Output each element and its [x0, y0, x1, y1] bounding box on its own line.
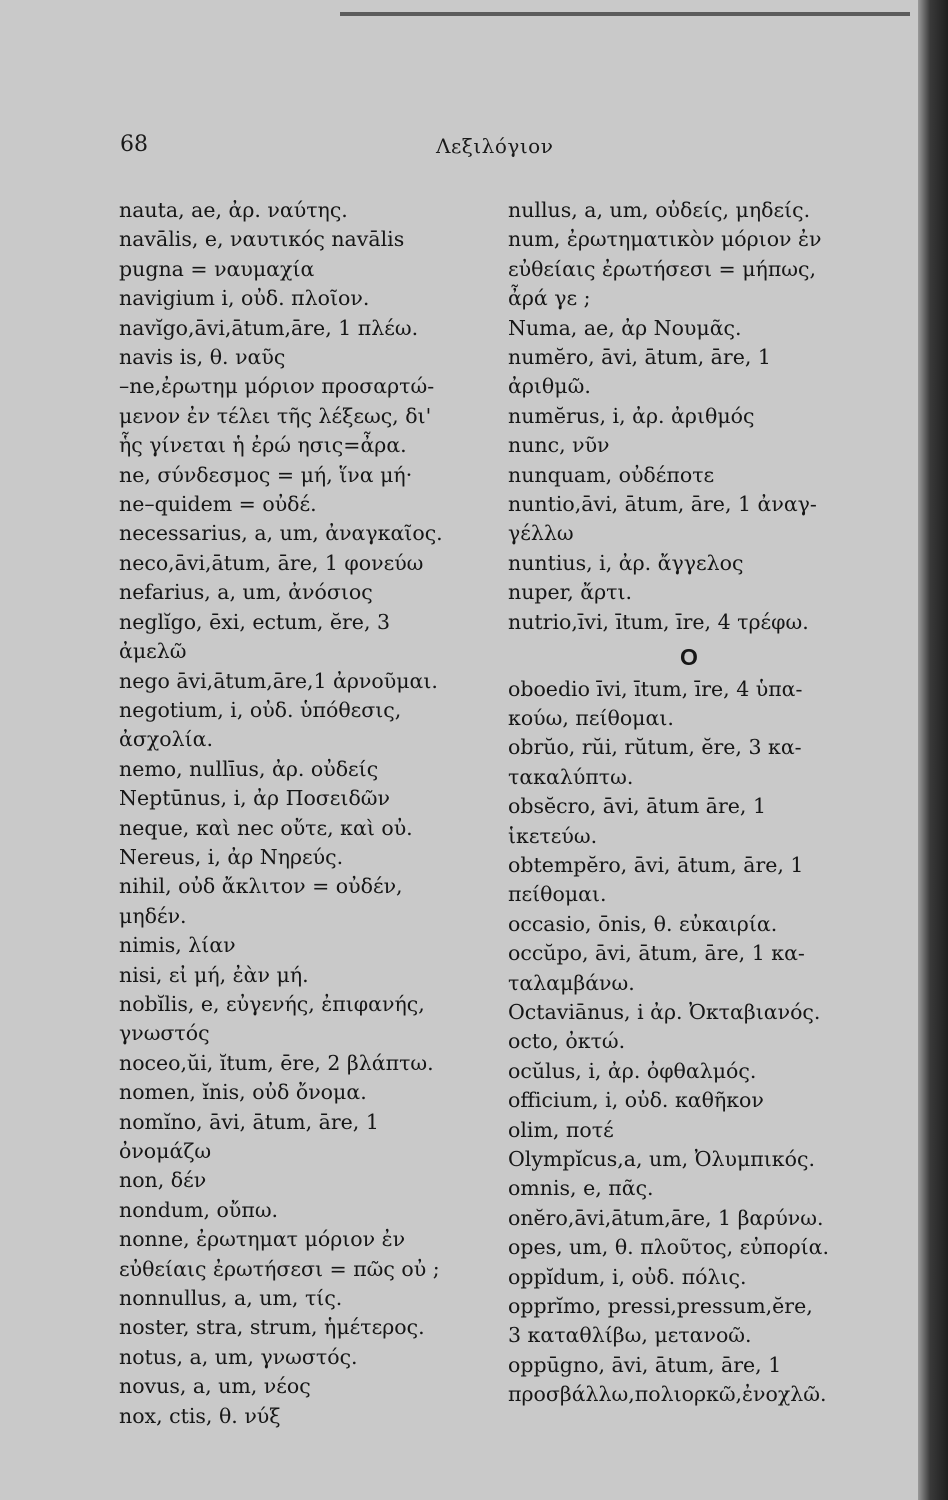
entry-line: octo, ὀκτώ.	[508, 1029, 626, 1054]
entry-line: ἀριθμῶ.	[508, 374, 591, 399]
entry-line: πείθομαι.	[508, 882, 607, 907]
entry-line: nuper, ἄρτι.	[508, 580, 633, 605]
entry-line: nimis, λίαν	[119, 933, 236, 958]
dictionary-entry	[508, 1116, 870, 1145]
dictionary-entry	[119, 814, 489, 843]
dictionary-entry	[119, 843, 489, 872]
entry-line: obrŭo, rŭi, rŭtum, ĕre, 3 κα-	[508, 735, 802, 760]
entry-line: necessarius, a, um, ἀναγκαῖος.	[119, 521, 443, 546]
entry-line: nefarius, a, um, ἀνόσιος	[119, 580, 373, 605]
entry-line: navālis, e, ναυτικός navālis	[119, 227, 405, 252]
entry-line: εὐθείαις ἐρωτήσεσι = πῶς οὐ ;	[119, 1256, 440, 1281]
entry-line: 3 καταθλίβω, μετανοῶ.	[508, 1323, 752, 1348]
entry-line: nox, ctis, θ. νύξ	[119, 1403, 281, 1428]
dictionary-entry	[119, 461, 489, 520]
page-top-edge	[340, 12, 910, 16]
dictionary-entry	[508, 998, 870, 1027]
entry-line: navĭgo,āvi,ātum,āre, 1 πλέω.	[119, 315, 419, 340]
entry-line: nisi, εἰ μή, ἐὰν μή.	[119, 962, 309, 987]
entry-line: neglĭgo, ēxi, ectum, ĕre, 3	[119, 609, 391, 634]
entry-line: nomĭno, āvi, ātum, āre, 1	[119, 1109, 379, 1134]
dictionary-entry	[119, 755, 489, 784]
entry-line: γέλλω	[508, 521, 574, 546]
entry-line: oboedio īvi, ītum, īre, 4 ὑπα-	[508, 676, 803, 701]
entry-line: noceo,ŭi, ĭtum, ēre, 2 βλάπτω.	[119, 1050, 434, 1075]
entry-line: ἆρά γε ;	[508, 286, 591, 311]
entry-line: navis is, θ. ναῦς	[119, 345, 286, 370]
entry-line: officium, i, οὐδ. καθῆκον	[508, 1088, 764, 1113]
dictionary-entry	[119, 667, 489, 696]
dictionary-entry	[119, 1225, 489, 1284]
dictionary-entry	[119, 1196, 489, 1225]
dictionary-entry	[119, 519, 489, 548]
entry-line: ὀνομάζω	[119, 1139, 212, 1163]
dictionary-entry	[119, 872, 489, 931]
entry-line: negotium, i, οὐδ. ὑπόθεσις,	[119, 697, 402, 722]
entry-line: navigium i, οὐδ. πλοῖον.	[119, 286, 370, 311]
dictionary-entry	[119, 284, 489, 313]
dictionary-entry	[508, 939, 870, 998]
entry-line: obsĕcro, āvi, ātum āre, 1	[508, 794, 767, 819]
entry-line: Olympĭcus,a, um, Ὀλυμπικός.	[508, 1147, 815, 1171]
entry-line: nunc, νῦν	[508, 433, 610, 458]
dictionary-entry	[119, 1372, 489, 1401]
entry-line: εὐθείαις ἐρωτήσεσι = μήπως,	[508, 256, 817, 281]
dictionary-entry	[508, 1263, 870, 1292]
dictionary-entry	[119, 549, 489, 578]
entry-line: ἧς γίνεται ἡ ἐρώ ησις=ἆρα.	[119, 433, 407, 458]
dictionary-entry	[119, 578, 489, 607]
dictionary-entry	[508, 490, 870, 549]
entry-line: num, ἐρωτηματικὸν μόριον ἐν	[508, 227, 822, 252]
entry-line: γνωστός	[119, 1021, 210, 1046]
dictionary-entry	[119, 1166, 489, 1195]
entry-line: μενον ἐν τέλει τῆς λέξεως, δι'	[119, 403, 432, 428]
dictionary-entry	[508, 314, 870, 343]
entry-line: Nereus, i, ἀρ Νηρεύς.	[119, 844, 344, 869]
entry-line: neco,āvi,ātum, āre, 1 φονεύω	[119, 550, 424, 575]
entry-line: notus, a, um, γνωστός.	[119, 1344, 358, 1369]
entry-line: nuntius, i, ἀρ. ἄγγελος	[508, 550, 744, 575]
entry-line: ne, σύνδεσμος = μή, ἵνα μή·	[119, 462, 413, 487]
dictionary-entry	[119, 1343, 489, 1372]
entry-line: Numa, ae, ἀρ Νουμᾶς.	[508, 315, 742, 340]
entry-line: ἀμελῶ	[119, 639, 187, 664]
entry-line: ne–quidem = οὐδέ.	[119, 492, 317, 517]
dictionary-entry	[508, 1027, 870, 1056]
entry-line: occasio, ōnis, θ. εὐκαιρία.	[508, 911, 778, 936]
dictionary-entry	[508, 402, 870, 431]
dictionary-entry	[508, 1204, 870, 1233]
dictionary-entry	[508, 1086, 870, 1115]
entry-line: ἱκετεύω.	[508, 823, 598, 848]
entry-line: nutrio,īvi, ītum, īre, 4 τρέφω.	[508, 609, 809, 634]
left-column	[119, 196, 489, 1431]
dictionary-entry	[508, 910, 870, 939]
dictionary-entry	[508, 343, 870, 402]
dictionary-entry	[508, 1351, 870, 1410]
dictionary-entry	[119, 314, 489, 343]
dictionary-entry	[119, 1313, 489, 1342]
dictionary-entry	[508, 196, 870, 225]
dictionary-entry	[119, 608, 489, 667]
page-right-edge	[918, 0, 948, 1500]
dictionary-entry	[119, 343, 489, 372]
entry-line: τακαλύπτω.	[508, 764, 634, 789]
section-letter: O	[680, 644, 698, 671]
entry-line: nego āvi,ātum,āre,1 ἀρνοῦμαι.	[119, 668, 438, 693]
entry-line: novus, a, um, νέος	[119, 1374, 311, 1399]
dictionary-entry	[119, 696, 489, 755]
entry-line: neque, καὶ nec οὔτε, καὶ οὐ.	[119, 815, 413, 840]
dictionary-entry	[119, 1284, 489, 1313]
dictionary-entry	[119, 1049, 489, 1078]
entry-line: nauta, ae, ἀρ. ναύτης.	[119, 198, 348, 222]
dictionary-entry	[119, 225, 489, 284]
dictionary-entry	[119, 931, 489, 960]
entry-line: numĕrus, i, ἀρ. ἀριθμός	[508, 403, 755, 428]
dictionary-entry	[508, 851, 870, 910]
entry-line: nuntio,āvi, ātum, āre, 1 ἀναγ-	[508, 492, 817, 517]
dictionary-entry	[508, 1292, 870, 1351]
dictionary-entry	[508, 608, 870, 637]
entry-line: nemo, nullīus, ἀρ. οὐδείς	[119, 756, 379, 781]
dictionary-entry	[119, 196, 489, 225]
entry-line: oppūgno, āvi, ātum, āre, 1	[508, 1352, 782, 1377]
entry-line: opes, um, θ. πλοῦτος, εὐπορία.	[508, 1235, 830, 1260]
dictionary-entry	[508, 461, 870, 490]
dictionary-entry	[119, 1108, 489, 1167]
entry-line: Octaviānus, i ἀρ. Ὀκταβιανός.	[508, 999, 821, 1024]
entry-line: ocŭlus, i, ἀρ. ὀφθαλμός.	[508, 1058, 757, 1083]
page-number: 68	[120, 132, 148, 157]
dictionary-entry	[508, 1174, 870, 1203]
entry-line: Neptūnus, i, ἀρ Ποσειδῶν	[119, 786, 390, 811]
entry-line: nullus, a, um, οὐδείς, μηδείς.	[508, 198, 811, 222]
dictionary-entry	[508, 578, 870, 607]
entry-line: numĕro, āvi, ātum, āre, 1	[508, 345, 771, 370]
dictionary-entry	[508, 431, 870, 460]
dictionary-entry	[119, 372, 489, 460]
entry-line: onĕro,āvi,ātum,āre, 1 βαρύνω.	[508, 1205, 824, 1230]
entry-line: noster, stra, strum, ἡμέτερος.	[119, 1315, 425, 1340]
entry-line: ἀσχολία.	[119, 727, 213, 752]
entry-line: occŭpo, āvi, ātum, āre, 1 κα-	[508, 941, 805, 966]
entry-line: ταλαμβάνω.	[508, 970, 635, 995]
entry-line: oppĭdum, i, οὐδ. πόλις.	[508, 1264, 747, 1289]
entry-line: nomen, ĭnis, οὐδ ὄνομα.	[119, 1080, 367, 1105]
entry-line: κούω, πείθομαι.	[508, 705, 674, 730]
entry-line: nobĭlis, e, εὐγενής, ἐπιφανής,	[119, 991, 425, 1016]
dictionary-entry	[508, 1057, 870, 1086]
dictionary-entry	[508, 792, 870, 851]
dictionary-entry	[508, 733, 870, 792]
dictionary-entry	[508, 1145, 870, 1174]
dictionary-entry	[508, 1233, 870, 1262]
dictionary-entry	[119, 1078, 489, 1107]
dictionary-entry	[119, 990, 489, 1049]
dictionary-entry	[119, 1402, 489, 1431]
dictionary-entry	[508, 225, 870, 313]
entry-line: olim, ποτέ	[508, 1117, 614, 1142]
entry-line: nondum, οὔπω.	[119, 1197, 279, 1222]
dictionary-entry	[119, 961, 489, 990]
dictionary-entry	[508, 549, 870, 578]
dictionary-entry	[119, 784, 489, 813]
running-head: Λεξιλόγιον	[436, 134, 554, 158]
entry-line: omnis, e, πᾶς.	[508, 1176, 654, 1201]
entry-line: opprĭmo, pressi,pressum,ĕre,	[508, 1294, 813, 1319]
entry-line: pugna = ναυμαχία	[119, 256, 315, 281]
page-header	[120, 132, 880, 162]
entry-line: προσβάλλω,πολιορκῶ,ἐνοχλῶ.	[508, 1382, 827, 1407]
entry-line: nunquam, οὐδέποτε	[508, 462, 715, 487]
right-column	[508, 196, 870, 1410]
dictionary-entry	[508, 675, 870, 734]
entry-line: non, δέν	[119, 1168, 207, 1193]
entry-line: –ne,ἐρωτημ μόριον προσαρτώ-	[119, 374, 435, 399]
entry-line: μηδέν.	[119, 903, 187, 928]
entry-line: nihil, οὐδ ἄκλιτον = οὐδέν,	[119, 874, 403, 899]
entry-line: obtempĕro, āvi, ātum, āre, 1	[508, 852, 804, 877]
entry-line: nonne, ἐρωτηματ μόριον ἐν	[119, 1227, 406, 1252]
entry-line: nonnullus, a, um, τίς.	[119, 1286, 343, 1311]
